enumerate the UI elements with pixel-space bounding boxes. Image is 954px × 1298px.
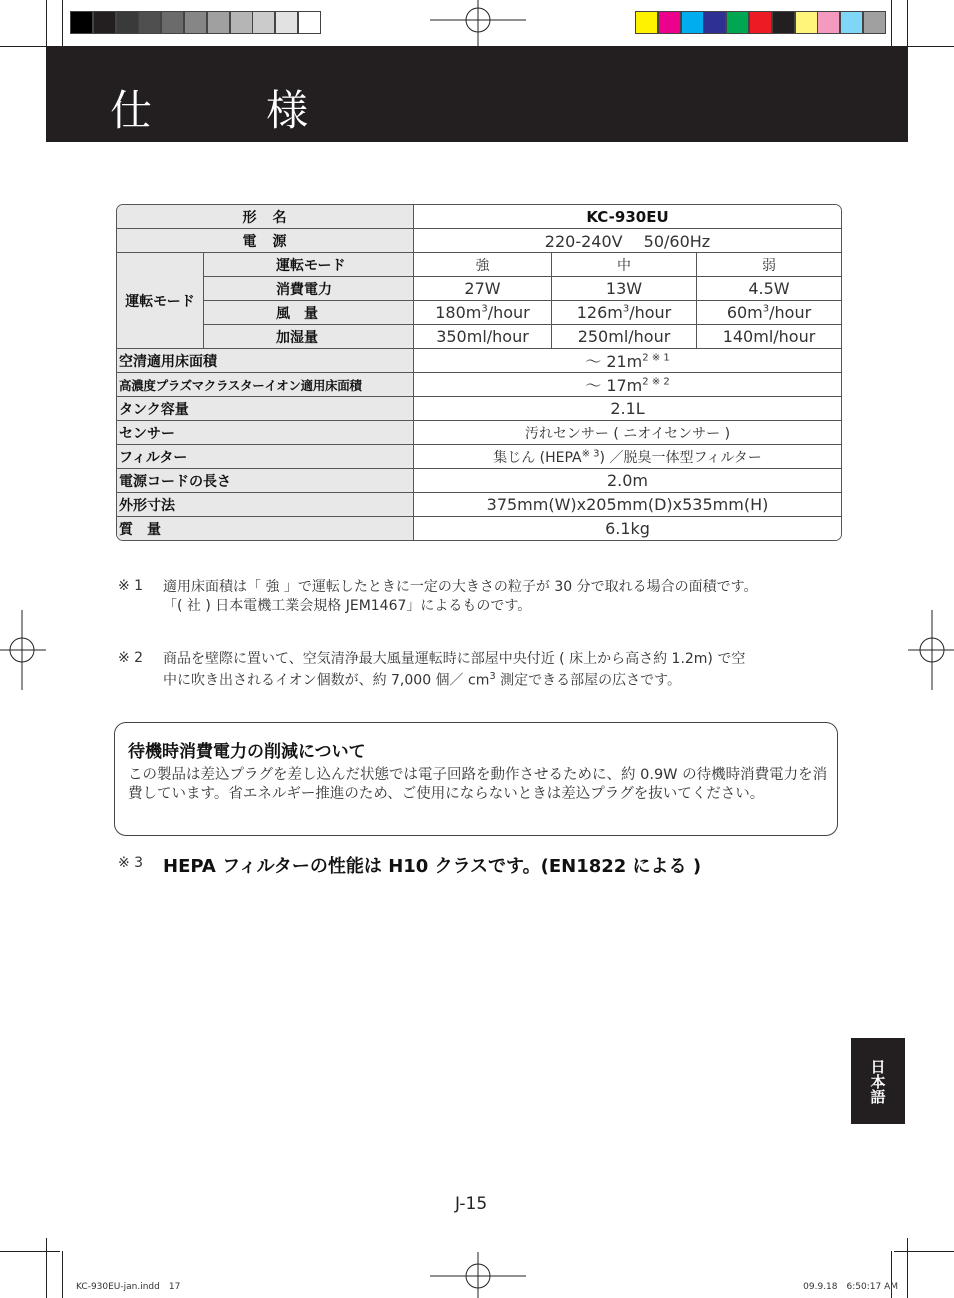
color-swatch: [298, 11, 321, 34]
airflow-strong: $180m^3$/hour: [414, 301, 552, 325]
standby-power-title: 待機時消費電力の削減について: [128, 742, 366, 762]
page-number: J-15: [455, 1194, 488, 1214]
mode-label: 運転モード: [204, 253, 414, 277]
color-swatch: [681, 11, 704, 34]
registration-mark-bottom: [430, 1252, 526, 1298]
color-swatch: [138, 11, 161, 34]
mode-weak: 弱: [697, 253, 841, 277]
power-label: 電 源: [117, 229, 414, 253]
note-2-mark: ※ 2: [118, 650, 144, 666]
crop-mark: [62, 1251, 63, 1298]
note-1-line-1: 適用床面積は「 強 」で運転したときに一定の大きさの粒子が 30 分で取れる場合の面積です。: [163, 579, 758, 595]
area-label: 空清適用床面積: [117, 349, 414, 373]
spec-table: [116, 204, 842, 541]
table-row: [117, 493, 841, 517]
footer-file-name: KC-930EU-jan.indd 17: [76, 1282, 181, 1292]
table-row: [117, 517, 841, 540]
table-row: [117, 325, 841, 349]
table-row: [117, 277, 841, 301]
power-value: 220-240V 50/60Hz: [414, 229, 841, 253]
table-row: [117, 253, 841, 277]
dims-value: 375mm(W)x205mm(D)x535mm(H): [414, 493, 841, 517]
color-swatch: [795, 11, 818, 34]
weight-label: 質 量: [117, 517, 414, 540]
color-swatch: [840, 11, 863, 34]
table-row: [117, 421, 841, 445]
mode-medium: 中: [552, 253, 697, 277]
color-swatch: [275, 11, 298, 34]
color-swatch: [817, 11, 840, 34]
color-swatch: [749, 11, 772, 34]
model-value: KC-930EU: [414, 205, 841, 229]
color-swatch: [772, 11, 795, 34]
color-swatch: [116, 11, 139, 34]
table-row: [117, 349, 841, 373]
model-label: 形 名: [117, 205, 414, 229]
note-3-mark: ※ 3: [118, 855, 144, 871]
humid-weak: 140ml/hour: [697, 325, 841, 349]
humid-medium: 250ml/hour: [552, 325, 697, 349]
note-2-line-2: 中に吹き出されるイオン個数が、約 7,000 個／ $cm^3$ 測定できる部屋の広さです。: [163, 671, 682, 689]
table-row: [117, 469, 841, 493]
table-row: [117, 229, 841, 253]
color-swatch: [93, 11, 116, 34]
crop-mark: [891, 0, 892, 46]
crop-mark: [62, 0, 63, 46]
color-swatch: [252, 11, 275, 34]
registration-mark-right: [908, 610, 954, 690]
note-1-line-2: 「( 社 ) 日本電機工業会規格 JEM1467」によるものです。: [163, 598, 532, 614]
note-3-text: HEPA フィルターの性能は H10 クラスです。(EN1822 による ): [163, 856, 702, 877]
table-row: [117, 205, 841, 229]
ion-area-value: ～ $17m^{2 ※ 2}$: [414, 373, 841, 397]
table-row: [117, 445, 841, 469]
page-title: 仕 様: [110, 86, 345, 135]
crop-mark: [0, 1251, 60, 1252]
crop-mark: [894, 1251, 954, 1252]
color-swatch: [658, 11, 681, 34]
cord-label: 電源コードの長さ: [117, 469, 414, 493]
mode-group-label: 運転モード: [117, 253, 204, 349]
humid-label: 加湿量: [204, 325, 414, 349]
humid-strong: 350ml/hour: [414, 325, 552, 349]
color-swatch: [161, 11, 184, 34]
color-swatch: [207, 11, 230, 34]
weight-value: 6.1kg: [414, 517, 841, 540]
color-swatch: [230, 11, 253, 34]
tank-value: 2.1L: [414, 397, 841, 421]
color-swatch: [726, 11, 749, 34]
standby-power-body: この製品は差込プラグを差し込んだ状態では電子回路を動作させるために、約 0.9W の待機時消費電力を消費しています。省エネルギー推進のため、ご使用にならないときは差込プラグを抜いてください。: [128, 767, 828, 802]
footer-timestamp: 09.9.18 6:50:17 AM: [803, 1282, 898, 1292]
dims-label: 外形寸法: [117, 493, 414, 517]
note-1-mark: ※ 1: [118, 578, 144, 594]
tank-label: タンク容量: [117, 397, 414, 421]
color-swatch: [703, 11, 726, 34]
ion-area-label: 高濃度プラズマクラスターイオン適用床面積: [117, 373, 414, 397]
crop-mark: [46, 1238, 47, 1298]
color-swatch: [863, 11, 886, 34]
cord-value: 2.0m: [414, 469, 841, 493]
sensor-label: センサー: [117, 421, 414, 445]
consumption-weak: 4.5W: [697, 277, 841, 301]
airflow-medium: $126m^3$/hour: [552, 301, 697, 325]
registration-mark-left: [0, 610, 46, 690]
sensor-value: 汚れセンサー ( ニオイセンサー ): [414, 421, 841, 445]
language-tab-label: 日本語: [868, 1058, 887, 1104]
note-2-line-1: 商品を壁際に置いて、空気清浄最大風量運転時に部屋中央付近 ( 床上から高さ約 1.2m) で空: [163, 651, 746, 667]
color-swatch: [635, 11, 658, 34]
table-row: [117, 301, 841, 325]
crop-mark: [907, 1238, 908, 1298]
registration-mark-top: [430, 0, 526, 46]
airflow-weak: $60m^3$/hour: [697, 301, 841, 325]
filter-label: フィルター: [117, 445, 414, 469]
consumption-medium: 13W: [552, 277, 697, 301]
area-value: ～ $21m^{2 ※ 1}$: [414, 349, 841, 373]
consumption-label: 消費電力: [204, 277, 414, 301]
table-row: [117, 397, 841, 421]
table-row: [117, 373, 841, 397]
airflow-label: 風 量: [204, 301, 414, 325]
mode-strong: 強: [414, 253, 552, 277]
consumption-strong: 27W: [414, 277, 552, 301]
color-swatch: [184, 11, 207, 34]
filter-value: 集じん (HEPA$^{※ 3}$) ／脱臭一体型フィルター: [414, 445, 841, 469]
color-swatch: [70, 11, 93, 34]
